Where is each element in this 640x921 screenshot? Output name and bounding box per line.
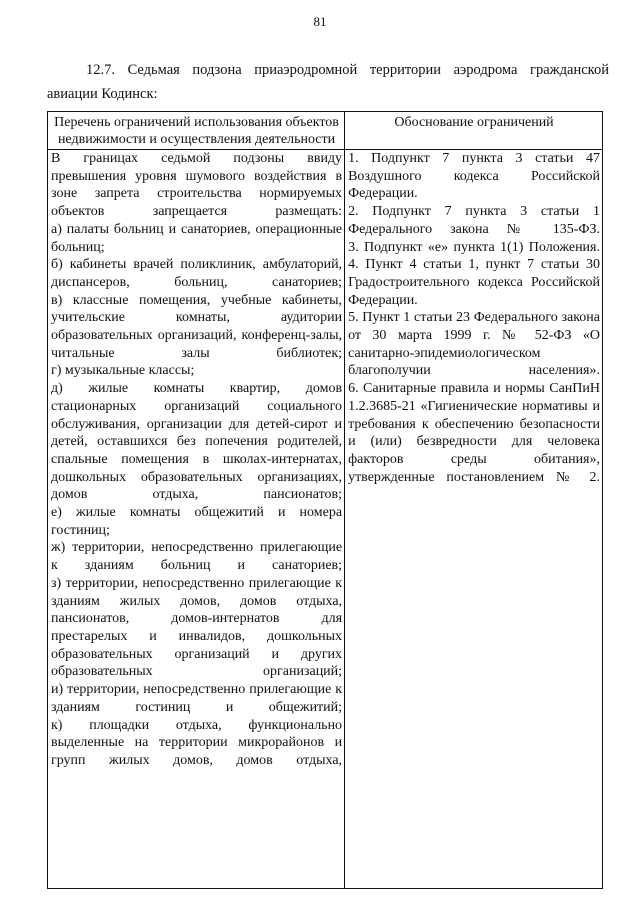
justification-cell	[345, 150, 603, 889]
restriction-item-zh: ж) территории, непосредственно прилегающие к зданиям больниц и санаториев;	[51, 540, 343, 574]
table-header-row	[48, 112, 603, 150]
justification-item-2: 2. Подпункт 7 пункта 3 статьи 1 Федерального закона № 135-ФЗ.	[348, 204, 600, 237]
restriction-item-z: з) территории, непосредственно прилегающие к зданиям жилых домов, домов отдыха, пансионатов, домов-интернатов для престарелых и инвалидов, дошкольных образовательных организаций и других образовательных организаций;	[51, 575, 343, 680]
header-justification: Обоснование ограничений	[345, 112, 603, 150]
restrictions-table	[47, 111, 603, 889]
justification-item-4: 4. Пункт 4 статьи 1, пункт 7 статьи 30 Градостроительного кодекса Российской Федерации.	[348, 257, 600, 308]
restriction-intro: В границах седьмой подзоны ввиду превышения уровня шумового воздействия в зоне запрета строительства нормируемых объектов запрещается размещать:	[51, 151, 343, 220]
restriction-item-d: д) жилые комнаты квартир, домов стационарных организаций социального обслуживания, организации для детей-сирот и детей, оставшихся без попечения родителей, спальные помещения в школах-интернатах, дошкольных образовательных организациях, домов отдыха, пансионатов;	[51, 381, 343, 503]
restriction-item-i: и) территории, непосредственно прилегающие к зданиям гостиниц и общежитий;	[51, 682, 343, 715]
page-number: 81	[313, 14, 327, 29]
justification-item-3: 3. Подпункт «е» пункта 1(1) Положения.	[348, 239, 600, 255]
header-restrictions: Перечень ограничений использования объектов недвижимости и осуществления деятельности	[48, 112, 345, 150]
justification-item-5: 5. Пункт 1 статьи 23 Федерального закона от 30 марта 1999 г. № 52-ФЗ «О санитарно-эпидемиологическом благополучии населения».	[348, 310, 600, 379]
restrictions-cell	[48, 150, 345, 889]
restriction-item-b: б) кабинеты врачей поликлиник, амбулаторий, диспансеров, больниц, санаториев;	[51, 257, 343, 290]
justification-item-1: 1. Подпункт 7 пункта 3 статьи 47 Воздушного кодекса Российской Федерации.	[348, 151, 600, 202]
restriction-item-g: г) музыкальные классы;	[51, 363, 195, 379]
restriction-item-v: в) классные помещения, учебные кабинеты, учительские комнаты, аудитории образовательных организаций, конференц-залы, читальные залы библиотек;	[51, 292, 343, 361]
table-row	[48, 150, 603, 889]
justification-item-6: 6. Санитарные правила и нормы СанПиН 1.2.3685-21 «Гигиенические нормативы и требования к обеспечению безопасности и (или) безвредности для человека факторов среды обитания», утвержденные постановлением № 2.	[348, 381, 600, 485]
restriction-item-k: к) площадки отдыха, функционально выделенные на территории микрорайонов и групп жилых домов, домов отдыха,	[51, 717, 343, 768]
restriction-item-a: а) палаты больниц и санаториев, операционные больниц;	[51, 221, 343, 255]
restriction-item-e: е) жилые комнаты общежитий и номера гостиниц;	[51, 505, 343, 538]
section-heading: 12.7. Седьмая подзона приаэродромной территории аэродрома гражданской авиации Кодинск:	[47, 62, 609, 102]
